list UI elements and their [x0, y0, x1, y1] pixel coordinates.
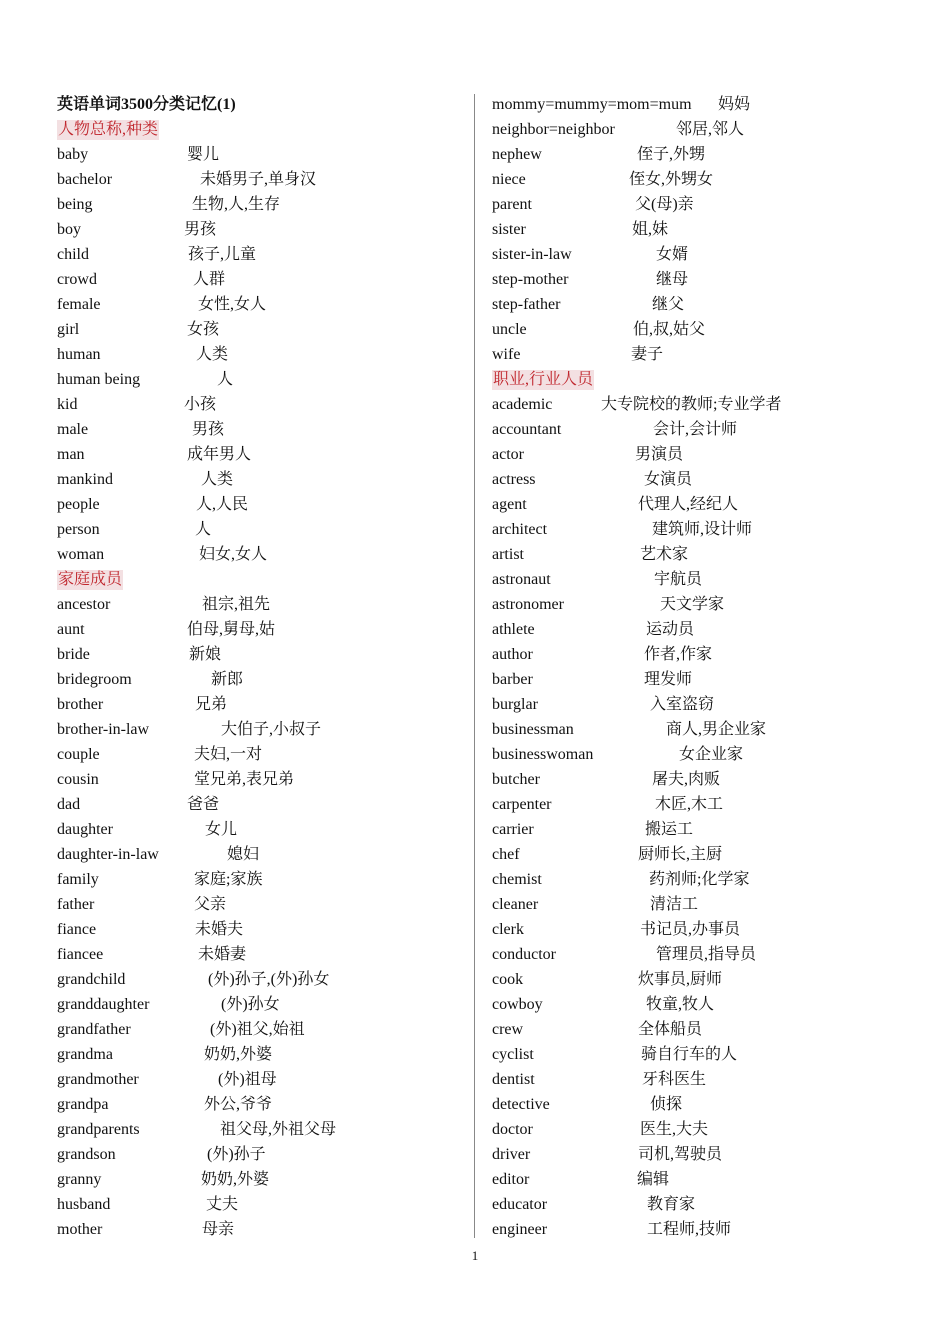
vocab-entry: [492, 442, 922, 467]
vocab-entry: [492, 917, 922, 942]
english-word: cyclist: [492, 1046, 534, 1063]
vocab-entry: [492, 1192, 922, 1217]
chinese-definition: 运动员: [646, 621, 695, 638]
english-word: actress: [492, 471, 536, 488]
english-word: clerk: [492, 921, 524, 938]
vocab-entry: [492, 842, 922, 867]
vocab-entry: [492, 317, 922, 342]
vocab-entry: [492, 792, 922, 817]
vocab-entry: [492, 417, 922, 442]
chinese-definition: 未婚男子,单身汉: [200, 171, 317, 188]
vocab-entry: [57, 1142, 462, 1167]
vocab-entry: [492, 467, 922, 492]
chinese-definition: 清洁工: [650, 896, 699, 913]
vocab-entry: [57, 967, 462, 992]
chinese-definition: 炊事员,厨师: [638, 971, 723, 988]
vocab-entry: [492, 517, 922, 542]
english-word: being: [57, 196, 93, 213]
vocab-entry: [492, 717, 922, 742]
english-word: granny: [57, 1171, 102, 1188]
vocab-entry: [57, 167, 462, 192]
chinese-definition: 爸爸: [187, 796, 220, 813]
vocab-entry: [492, 267, 922, 292]
english-word: grandma: [57, 1046, 113, 1063]
chinese-definition: 理发师: [644, 671, 693, 688]
english-word: neighbor=neighbor: [492, 121, 615, 138]
english-word: sister: [492, 221, 526, 238]
column-divider: [474, 94, 475, 1238]
category-label: 人物总称,种类: [58, 121, 159, 138]
chinese-definition: 邻居,邻人: [676, 121, 745, 138]
english-word: conductor: [492, 946, 556, 963]
english-word: wife: [492, 346, 521, 363]
chinese-definition: 会计,会计师: [653, 421, 738, 438]
chinese-definition: 建筑师,设计师: [652, 521, 753, 538]
vocab-entry: [57, 667, 462, 692]
chinese-definition: 作者,作家: [644, 646, 713, 663]
english-word: doctor: [492, 1121, 533, 1138]
chinese-definition: 妻子: [631, 346, 664, 363]
english-word: bachelor: [57, 171, 113, 188]
english-word: niece: [492, 171, 526, 188]
chinese-definition: 伯母,舅母,姑: [187, 621, 276, 638]
chinese-definition: 女演员: [644, 471, 693, 488]
vocab-entry: [492, 1142, 922, 1167]
vocab-entry: [57, 242, 462, 267]
chinese-definition: 奶奶,外婆: [204, 1046, 273, 1063]
vocab-entry: [57, 367, 462, 392]
vocab-entry: [57, 617, 462, 642]
chinese-definition: 女性,女人: [198, 296, 267, 313]
chinese-definition: 家庭;家族: [194, 871, 263, 888]
vocab-entry: [57, 767, 462, 792]
english-word: grandfather: [57, 1021, 131, 1038]
vocab-entry: [57, 417, 462, 442]
chinese-definition: 生物,人,生存: [192, 196, 281, 213]
english-word: businessman: [492, 721, 574, 738]
chinese-definition: 药剂师;化学家: [649, 871, 750, 888]
english-word: grandpa: [57, 1096, 109, 1113]
english-word: cook: [492, 971, 524, 988]
vocab-entry: [57, 1192, 462, 1217]
vocab-entry: [492, 592, 922, 617]
chinese-definition: 妇女,女人: [199, 546, 268, 563]
category-heading: [57, 567, 462, 592]
chinese-definition: 男孩: [184, 221, 217, 238]
category-label: 职业,行业人员: [493, 371, 594, 388]
vocab-entry: [492, 817, 922, 842]
chinese-definition: 成年男人: [187, 446, 252, 463]
english-word: daughter: [57, 821, 113, 838]
english-word: female: [57, 296, 101, 313]
chinese-definition: 大伯子,小叔子: [221, 721, 322, 738]
english-word: athlete: [492, 621, 535, 638]
english-word: crowd: [57, 271, 97, 288]
english-word: granddaughter: [57, 996, 150, 1013]
chinese-definition: (外)祖父,始祖: [210, 1021, 305, 1038]
english-word: barber: [492, 671, 533, 688]
english-word: chef: [492, 846, 520, 863]
chinese-definition: (外)孙子: [207, 1146, 266, 1163]
vocab-entry: [57, 1017, 462, 1042]
vocab-entry: [492, 1067, 922, 1092]
english-word: cousin: [57, 771, 99, 788]
english-word: detective: [492, 1096, 550, 1113]
english-word: crew: [492, 1021, 524, 1038]
english-word: father: [57, 896, 95, 913]
chinese-definition: 姐,妹: [632, 221, 669, 238]
vocab-entry: [57, 692, 462, 717]
vocab-entry: [57, 542, 462, 567]
vocab-entry: [57, 1217, 462, 1242]
english-word: educator: [492, 1196, 548, 1213]
chinese-definition: 祖宗,祖先: [202, 596, 271, 613]
chinese-definition: (外)祖母: [218, 1071, 277, 1088]
english-word: cowboy: [492, 996, 543, 1013]
english-word: astronaut: [492, 571, 551, 588]
english-word: uncle: [492, 321, 527, 338]
english-word: editor: [492, 1171, 530, 1188]
english-word: parent: [492, 196, 532, 213]
english-word: chemist: [492, 871, 542, 888]
english-word: grandparents: [57, 1121, 140, 1138]
english-word: fiance: [57, 921, 97, 938]
document-title: 英语单词3500分类记忆(1): [57, 96, 236, 113]
vocab-entry: [57, 142, 462, 167]
english-word: author: [492, 646, 533, 663]
english-word: mommy=mummy=mom=mum: [492, 96, 692, 113]
english-word: family: [57, 871, 99, 888]
vocab-entry: [57, 717, 462, 742]
vocab-entry: [57, 917, 462, 942]
vocab-entry: [57, 267, 462, 292]
english-word: engineer: [492, 1221, 548, 1238]
chinese-definition: 父(母)亲: [635, 196, 694, 213]
english-word: nephew: [492, 146, 542, 163]
vocab-entry: [492, 767, 922, 792]
chinese-definition: 女婿: [656, 246, 689, 263]
chinese-definition: 继母: [656, 271, 689, 288]
vocab-entry: [57, 992, 462, 1017]
vocab-entry: [57, 842, 462, 867]
vocab-entry: [57, 517, 462, 542]
english-word: girl: [57, 321, 80, 338]
vocab-entry: [492, 567, 922, 592]
chinese-definition: 大专院校的教师;专业学者: [601, 396, 782, 413]
chinese-definition: 人,人民: [196, 496, 249, 513]
chinese-definition: 人: [195, 521, 212, 538]
vocab-entry: [492, 992, 922, 1017]
english-word: agent: [492, 496, 527, 513]
chinese-definition: 宇航员: [654, 571, 703, 588]
chinese-definition: 婴儿: [187, 146, 220, 163]
english-word: burglar: [492, 696, 538, 713]
english-word: bridegroom: [57, 671, 132, 688]
english-word: dentist: [492, 1071, 535, 1088]
vocab-entry: [57, 392, 462, 417]
page-number: 1: [471, 1248, 479, 1263]
vocab-entry: [57, 642, 462, 667]
chinese-definition: 艺术家: [640, 546, 689, 563]
chinese-definition: 奶奶,外婆: [201, 1171, 270, 1188]
chinese-definition: 人: [217, 371, 234, 388]
vocab-entry: [57, 942, 462, 967]
vocab-entry: [57, 1117, 462, 1142]
english-word: artist: [492, 546, 524, 563]
vocab-entry: [492, 742, 922, 767]
english-word: dad: [57, 796, 81, 813]
chinese-definition: 编辑: [637, 1171, 670, 1188]
english-word: butcher: [492, 771, 540, 788]
chinese-definition: 人类: [196, 346, 229, 363]
vocab-entry: [57, 867, 462, 892]
vocab-entry: [492, 942, 922, 967]
english-word: step-mother: [492, 271, 569, 288]
chinese-definition: 牙科医生: [642, 1071, 707, 1088]
vocab-entry: [492, 642, 922, 667]
english-word: bride: [57, 646, 90, 663]
chinese-definition: 女企业家: [679, 746, 744, 763]
vocab-entry: [492, 217, 922, 242]
right-column: [492, 92, 922, 1242]
vocab-entry: [492, 542, 922, 567]
english-word: grandson: [57, 1146, 116, 1163]
english-word: mother: [57, 1221, 103, 1238]
chinese-definition: 搬运工: [645, 821, 694, 838]
chinese-definition: 父亲: [194, 896, 227, 913]
vocab-entry: [492, 142, 922, 167]
english-word: grandmother: [57, 1071, 139, 1088]
english-word: ancestor: [57, 596, 111, 613]
chinese-definition: 丈夫: [206, 1196, 239, 1213]
chinese-definition: 男演员: [635, 446, 684, 463]
vocab-entry: [57, 467, 462, 492]
chinese-definition: 司机,驾驶员: [638, 1146, 723, 1163]
english-word: carrier: [492, 821, 534, 838]
english-word: couple: [57, 746, 100, 763]
chinese-definition: 代理人,经纪人: [638, 496, 739, 513]
english-word: academic: [492, 396, 553, 413]
chinese-definition: 孩子,儿童: [188, 246, 257, 263]
chinese-definition: 侄女,外甥女: [629, 171, 714, 188]
vocab-entry: [57, 1042, 462, 1067]
chinese-definition: 祖父母,外祖父母: [220, 1121, 337, 1138]
vocab-entry: [57, 817, 462, 842]
chinese-definition: 小孩: [184, 396, 217, 413]
vocab-entry: [492, 967, 922, 992]
vocab-entry: [492, 867, 922, 892]
vocab-entry: [492, 392, 922, 417]
chinese-definition: 未婚妻: [198, 946, 247, 963]
chinese-definition: 未婚夫: [195, 921, 244, 938]
english-word: astronomer: [492, 596, 564, 613]
chinese-definition: 侄子,外甥: [637, 146, 706, 163]
vocab-entry: [57, 192, 462, 217]
vocab-entry: [492, 192, 922, 217]
english-word: child: [57, 246, 89, 263]
chinese-definition: 人类: [201, 471, 234, 488]
left-column: [57, 92, 462, 1242]
english-word: step-father: [492, 296, 561, 313]
chinese-definition: 女孩: [187, 321, 220, 338]
english-word: grandchild: [57, 971, 126, 988]
chinese-definition: 伯,叔,姑父: [633, 321, 706, 338]
chinese-definition: 夫妇,一对: [194, 746, 263, 763]
chinese-definition: 厨师长,主厨: [638, 846, 723, 863]
vocab-entry: [492, 167, 922, 192]
vocab-entry: [492, 617, 922, 642]
chinese-definition: 外公,爷爷: [204, 1096, 273, 1113]
english-word: driver: [492, 1146, 531, 1163]
english-word: man: [57, 446, 85, 463]
english-word: actor: [492, 446, 524, 463]
vocab-entry: [492, 117, 922, 142]
chinese-definition: 教育家: [647, 1196, 696, 1213]
chinese-definition: 屠夫,肉贩: [652, 771, 721, 788]
chinese-definition: 牧童,牧人: [646, 996, 715, 1013]
english-word: husband: [57, 1196, 111, 1213]
chinese-definition: 女儿: [205, 821, 238, 838]
vocab-entry: [492, 1217, 922, 1242]
vocab-entry: [492, 692, 922, 717]
vocab-entry: [492, 1117, 922, 1142]
chinese-definition: 继父: [652, 296, 685, 313]
english-word: brother: [57, 696, 104, 713]
chinese-definition: 母亲: [202, 1221, 235, 1238]
chinese-definition: 侦探: [650, 1096, 683, 1113]
chinese-definition: 兄弟: [195, 696, 228, 713]
chinese-definition: (外)孙子,(外)孙女: [208, 971, 330, 988]
vocab-entry: [492, 342, 922, 367]
english-word: sister-in-law: [492, 246, 572, 263]
vocab-entry: [57, 442, 462, 467]
english-word: mankind: [57, 471, 113, 488]
vocab-entry: [57, 492, 462, 517]
chinese-definition: (外)孙女: [221, 996, 280, 1013]
vocab-entry: [492, 1017, 922, 1042]
english-word: carpenter: [492, 796, 552, 813]
vocab-entry: [492, 492, 922, 517]
vocab-entry: [57, 1067, 462, 1092]
chinese-definition: 堂兄弟,表兄弟: [194, 771, 295, 788]
chinese-definition: 管理员,指导员: [656, 946, 757, 963]
vocab-entry: [492, 892, 922, 917]
chinese-definition: 骑自行车的人: [641, 1046, 738, 1063]
english-word: cleaner: [492, 896, 539, 913]
vocab-entry: [492, 667, 922, 692]
chinese-definition: 工程师,技师: [647, 1221, 732, 1238]
chinese-definition: 木匠,木工: [655, 796, 724, 813]
english-word: male: [57, 421, 89, 438]
vocab-entry: [57, 317, 462, 342]
vocab-entry: [492, 242, 922, 267]
chinese-definition: 男孩: [192, 421, 225, 438]
category-label: 家庭成员: [58, 571, 123, 588]
vocab-entry: [492, 92, 922, 117]
vocab-entry: [57, 342, 462, 367]
chinese-definition: 医生,大夫: [640, 1121, 709, 1138]
english-word: kid: [57, 396, 78, 413]
vocab-entry: [57, 592, 462, 617]
category-heading: [492, 367, 922, 392]
english-word: businesswoman: [492, 746, 594, 763]
chinese-definition: 新郎: [211, 671, 244, 688]
english-word: fiancee: [57, 946, 104, 963]
english-word: baby: [57, 146, 89, 163]
vocab-entry: [492, 1042, 922, 1067]
english-word: daughter-in-law: [57, 846, 159, 863]
english-word: accountant: [492, 421, 562, 438]
vocab-entry: [57, 792, 462, 817]
vocab-entry: [492, 1092, 922, 1117]
chinese-definition: 媳妇: [227, 846, 260, 863]
vocab-entry: [57, 292, 462, 317]
chinese-definition: 入室盗窃: [650, 696, 715, 713]
chinese-definition: 天文学家: [660, 596, 725, 613]
english-word: people: [57, 496, 100, 513]
english-word: person: [57, 521, 100, 538]
chinese-definition: 商人,男企业家: [666, 721, 767, 738]
chinese-definition: 人群: [193, 271, 226, 288]
english-word: aunt: [57, 621, 85, 638]
chinese-definition: 全体船员: [638, 1021, 703, 1038]
english-word: brother-in-law: [57, 721, 150, 738]
vocab-entry: [57, 742, 462, 767]
vocab-entry: [492, 292, 922, 317]
english-word: human being: [57, 371, 141, 388]
vocab-entry: [57, 1167, 462, 1192]
english-word: woman: [57, 546, 105, 563]
english-word: human: [57, 346, 101, 363]
vocab-entry: [57, 217, 462, 242]
vocab-entry: [492, 1167, 922, 1192]
category-heading: [57, 117, 462, 142]
vocab-entry: [57, 892, 462, 917]
chinese-definition: 新娘: [189, 646, 222, 663]
english-word: architect: [492, 521, 548, 538]
chinese-definition: 妈妈: [718, 96, 751, 113]
chinese-definition: 书记员,办事员: [640, 921, 741, 938]
vocab-entry: [57, 1092, 462, 1117]
english-word: boy: [57, 221, 81, 238]
